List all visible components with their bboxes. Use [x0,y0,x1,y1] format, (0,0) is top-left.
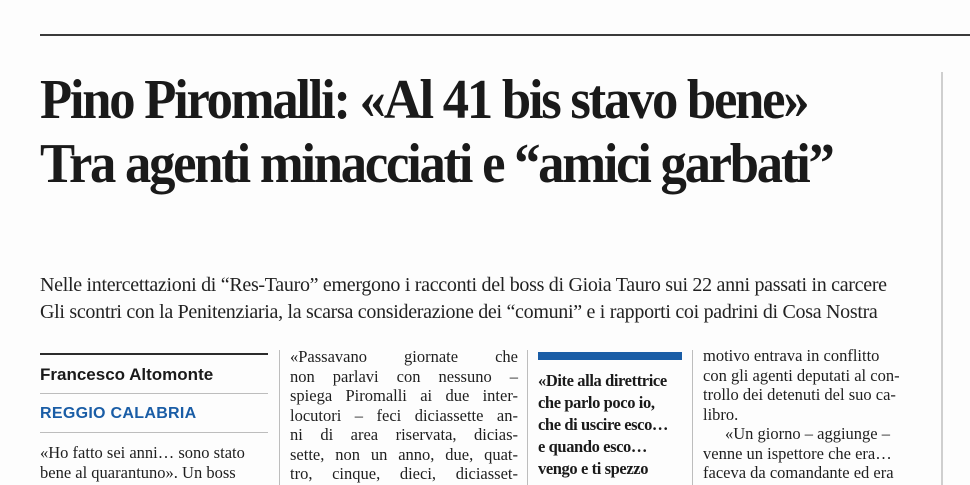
pullquote-line: che di uscire esco… [538,415,669,434]
dateline-location: REGGIO CALABRIA [40,394,268,433]
text-line: venne un ispettore che era… [703,443,892,463]
text-line: motivo entrava in conflitto [703,346,880,365]
text-line: «Passavano giornate che [290,347,518,366]
pullquote-line: vengo e ti spezzo [538,459,649,478]
text-line: trollo dei detenuti del suo ca- [703,385,896,404]
pullquote-line: e quando esco… [538,437,647,456]
headline [40,68,891,196]
text-line: libro. [703,404,739,424]
text-line: bene al quarantuno». Un boss [40,462,236,482]
column-divider [692,350,693,485]
byline [40,353,268,433]
text-line: «Ho fatto sei anni… sono stato [40,443,245,462]
subheadline [40,272,940,326]
text-line: ni di area riservata, dicias- [290,425,518,444]
pullquote-accent-bar [538,352,682,360]
text-line: non parlavi con nessuno – [290,366,518,386]
text-line: sette, non un anno, due, quat- [290,444,518,464]
pullquote-box [538,352,682,480]
headline-line: Pino Piromalli: «Al 41 bis stavo bene» [40,69,808,131]
author-name: Francesco Altomonte [40,365,268,394]
text-line: locutori – feci diciassette an- [290,405,518,425]
byline-rule [40,353,268,355]
column-4-text [703,346,935,483]
headline-line: Tra agenti minacciati e “amici garbati” [40,133,833,195]
subhead-line: Gli scontri con la Penitenziaria, la scarsa considerazione dei “comuni” e i rapporti coi padrini di Cosa Nostra [40,301,878,323]
pullquote [538,370,682,480]
top-rule [40,34,970,36]
pullquote-line: che parlo poco io, [538,393,655,412]
right-column-rule [941,72,943,485]
text-line: tro, cinque, dieci, diciasset- [290,464,518,483]
text-line: spiega Piromalli ai due inter- [290,386,518,405]
column-divider [527,350,528,485]
column-divider [279,350,280,485]
text-line: «Un giorno – aggiunge – [725,424,890,443]
subhead-line: Nelle intercettazioni di “Res-Tauro” emergono i racconti del boss di Gioia Tauro sui 22 anni passati in carcere [40,274,887,296]
text-line: faceva da comandante ed era [703,463,894,482]
pullquote-line: «Dite alla direttrice [538,371,667,390]
column-1-text [40,443,268,482]
text-line: con gli agenti deputati al con- [703,365,900,385]
column-2-text [290,347,518,484]
